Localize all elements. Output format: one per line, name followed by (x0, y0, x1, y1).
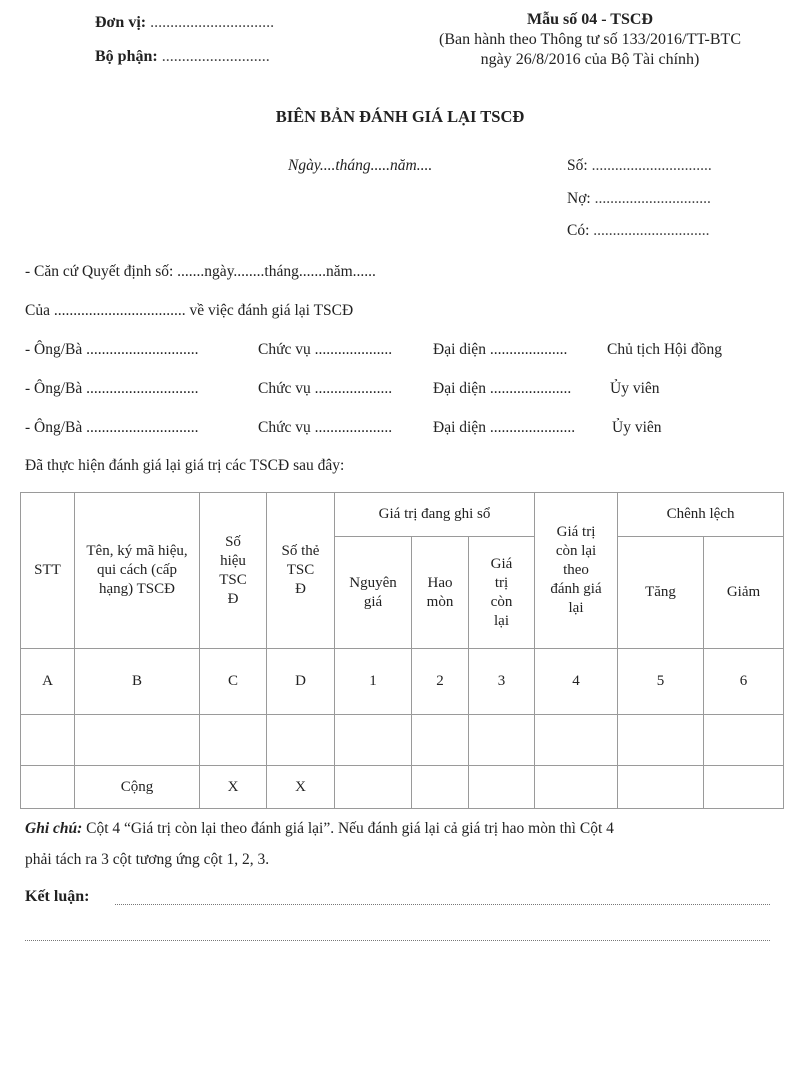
header-asset-number: Số hiệu TSC Đ (200, 493, 267, 649)
code-cell: 6 (704, 649, 784, 715)
total-cell[interactable] (704, 766, 784, 809)
total-cell[interactable] (469, 766, 535, 809)
header-decrease: Giảm (704, 537, 784, 649)
code-cell: 5 (618, 649, 704, 715)
table-cell[interactable] (200, 715, 267, 766)
table-row (21, 715, 784, 766)
table-cell[interactable] (267, 715, 335, 766)
table-cell[interactable] (704, 715, 784, 766)
total-label: Cộng (75, 766, 200, 809)
conclusion-label: Kết luận: (25, 888, 90, 905)
unit-field (95, 14, 274, 32)
intro-line: Đã thực hiện đánh giá lại giá trị các TSCĐ sau đây: (25, 457, 345, 474)
total-cell: X (200, 766, 267, 809)
total-cell (21, 766, 75, 809)
debit-label: Nợ: (567, 190, 591, 207)
header-difference: Chênh lệch (618, 493, 784, 537)
note-line-2: phải tách ra 3 cột tương ứng cột 1, 2, 3. (25, 851, 270, 868)
table-cell[interactable] (535, 715, 618, 766)
header-asset-name: Tên, ký mã hiệu, qui cách (cấp hạng) TSCĐ (75, 493, 200, 649)
code-cell: 2 (412, 649, 469, 715)
so-label: Số: (567, 157, 588, 174)
issued-line-2: ngày 26/8/2016 của Bộ Tài chính) (480, 51, 700, 68)
header-stt: STT (21, 493, 75, 649)
dept-label: Bộ phận: (95, 48, 158, 65)
debit-field (567, 190, 711, 208)
member-position[interactable]: Chức vụ .................... (258, 380, 393, 397)
code-cell: 3 (469, 649, 535, 715)
unit-label: Đơn vị: (95, 14, 147, 31)
member-role: Ủy viên (612, 419, 662, 436)
total-row (21, 766, 784, 809)
issued-line-1: (Ban hành theo Thông tư số 133/2016/TT-BTC (439, 31, 741, 48)
member-role: Ủy viên (610, 380, 660, 397)
header-revalued-residual: Giá trị còn lại theo đánh giá lại (535, 493, 618, 649)
header-book-value: Giá trị đang ghi sổ (335, 493, 535, 537)
member-name[interactable]: - Ông/Bà ............................. (25, 380, 199, 397)
code-cell: C (200, 649, 267, 715)
header-depreciation: Hao mòn (412, 537, 469, 649)
member-representative[interactable]: Đại diện .................... (433, 341, 568, 358)
member-position[interactable]: Chức vụ .................... (258, 419, 393, 436)
member-role: Chủ tịch Hội đồng (607, 341, 722, 358)
table-cell[interactable] (21, 715, 75, 766)
issuer-line[interactable]: Của .................................. về việc đánh giá lại TSCĐ (25, 302, 354, 319)
total-cell[interactable] (535, 766, 618, 809)
code-row (21, 649, 784, 715)
member-representative[interactable]: Đại diện ...................... (433, 419, 576, 436)
so-field (567, 157, 712, 175)
code-cell: 4 (535, 649, 618, 715)
date-line[interactable]: Ngày....tháng.....năm.... (288, 157, 433, 174)
total-cell: X (267, 766, 335, 809)
revaluation-table (20, 492, 784, 809)
total-cell[interactable] (335, 766, 412, 809)
decision-line[interactable]: - Căn cứ Quyết định số: .......ngày........tháng.......năm...... (25, 263, 376, 280)
credit-label: Có: (567, 222, 590, 239)
member-position[interactable]: Chức vụ .................... (258, 341, 393, 358)
unit-value[interactable]: ............................... (150, 14, 275, 31)
credit-value[interactable]: .............................. (593, 222, 710, 239)
note-text: Cột 4 “Giá trị còn lại theo đánh giá lại”. Nếu đánh giá lại cả giá trị hao mòn thì Cột 4 (82, 820, 614, 837)
total-cell[interactable] (618, 766, 704, 809)
header-residual: Giá trị còn lại (469, 537, 535, 649)
conclusion-line-2[interactable] (25, 940, 770, 941)
dept-value[interactable]: ........................... (161, 48, 270, 65)
form-header (380, 10, 800, 70)
header-original-cost: Nguyên giá (335, 537, 412, 649)
page-title: BIÊN BẢN ĐÁNH GIÁ LẠI TSCĐ (275, 107, 525, 126)
member-representative[interactable]: Đại diện ..................... (433, 380, 572, 397)
table-cell[interactable] (75, 715, 200, 766)
table-cell[interactable] (412, 715, 469, 766)
code-cell: B (75, 649, 200, 715)
note-line-1 (25, 820, 614, 838)
header-increase: Tăng (618, 537, 704, 649)
header-card-number: Số thẻ TSC Đ (267, 493, 335, 649)
conclusion-line-1[interactable] (115, 904, 770, 905)
member-name[interactable]: - Ông/Bà ............................. (25, 341, 199, 358)
note-label: Ghi chú: (25, 820, 83, 837)
table-cell[interactable] (335, 715, 412, 766)
code-cell: A (21, 649, 75, 715)
so-value[interactable]: ............................... (591, 157, 712, 174)
credit-field (567, 222, 710, 240)
table-cell[interactable] (469, 715, 535, 766)
debit-value[interactable]: .............................. (594, 190, 711, 207)
table-cell[interactable] (618, 715, 704, 766)
code-cell: 1 (335, 649, 412, 715)
form-number: Mẫu số 04 - TSCĐ (527, 11, 653, 28)
dept-field (95, 48, 270, 66)
code-cell: D (267, 649, 335, 715)
member-name[interactable]: - Ông/Bà ............................. (25, 419, 199, 436)
total-cell[interactable] (412, 766, 469, 809)
